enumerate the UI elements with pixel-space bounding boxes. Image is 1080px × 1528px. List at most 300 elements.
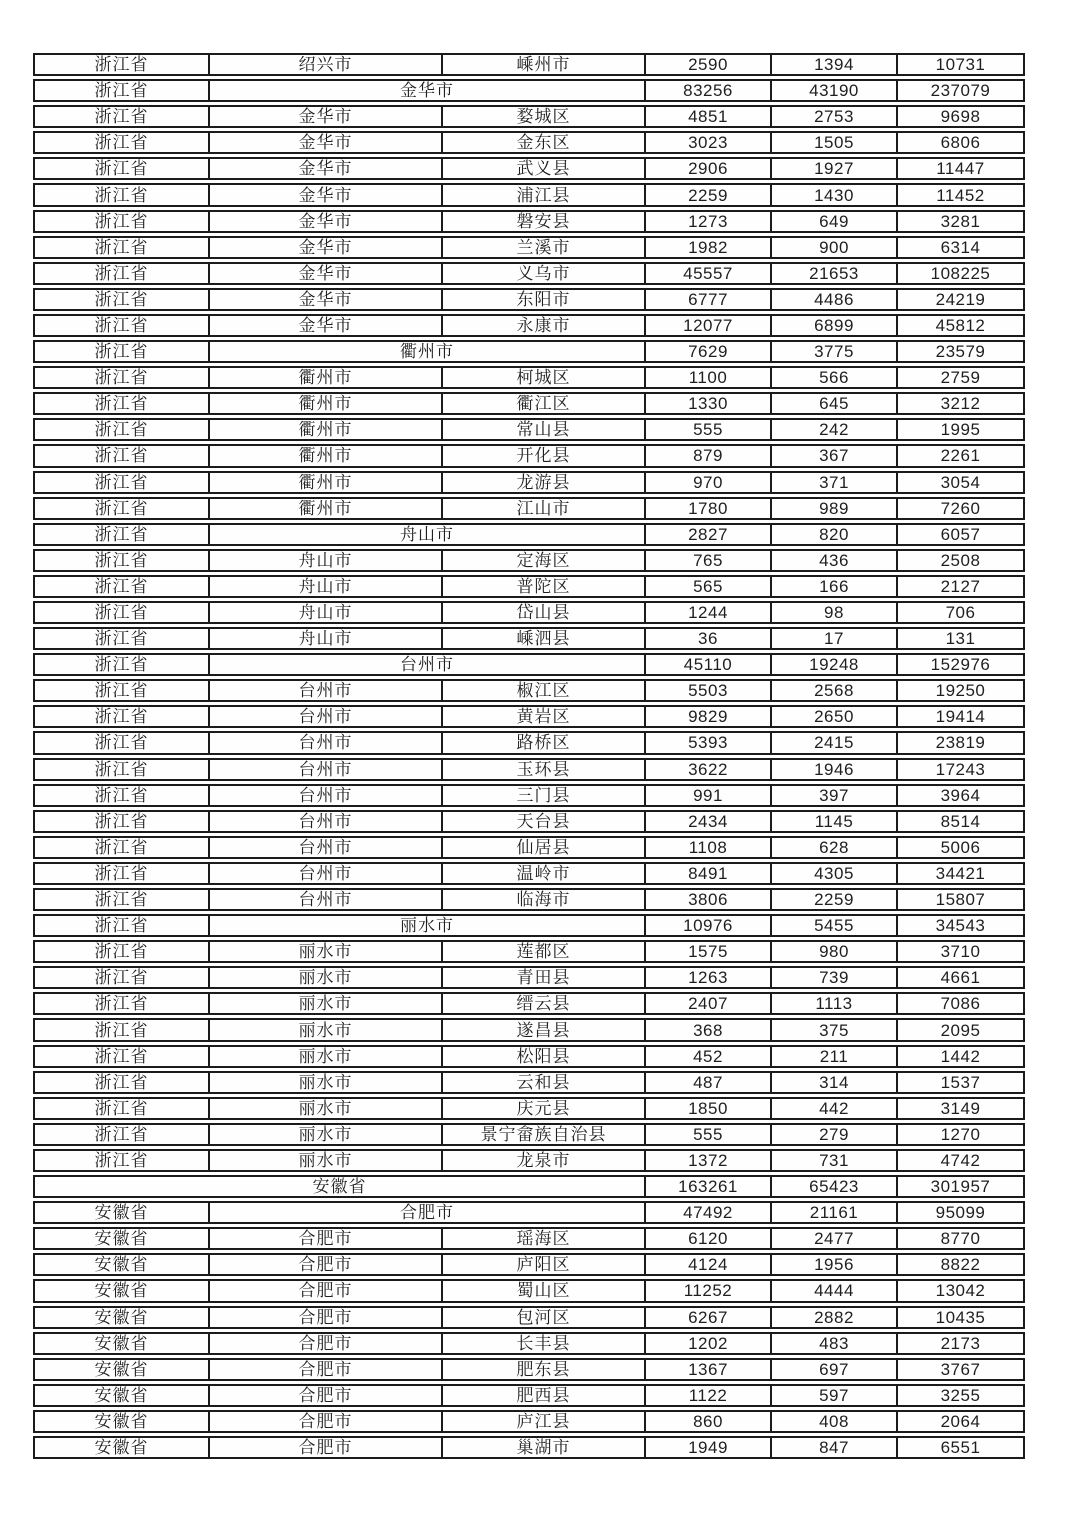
value3-cell: 3767	[896, 1360, 1023, 1379]
value3-cell: 8822	[896, 1255, 1023, 1274]
value2-cell: 1430	[770, 185, 896, 204]
province-cell: 浙江省	[94, 446, 149, 466]
value2-cell: 279	[770, 1125, 896, 1144]
district-cell: 庐阳区	[441, 1255, 644, 1274]
city-cell: 丽水市	[208, 1151, 441, 1170]
value1-cell: 83256	[644, 81, 770, 100]
value1-cell: 1330	[644, 394, 770, 413]
value1-cell: 5503	[644, 681, 770, 700]
city-total-cell: 合肥市	[208, 1203, 644, 1222]
value3-cell: 15807	[896, 890, 1023, 909]
district-cell: 东阳市	[441, 290, 644, 309]
city-cell: 舟山市	[208, 629, 441, 648]
value3-cell: 1995	[896, 420, 1023, 439]
city-total-cell: 金华市	[208, 81, 644, 100]
city-cell: 丽水市	[208, 1047, 441, 1066]
table-row	[33, 914, 1025, 937]
district-cell: 景宁畲族自治县	[441, 1125, 644, 1144]
province-cell: 浙江省	[94, 237, 149, 257]
value2-cell: 2259	[770, 890, 896, 909]
value1-cell: 47492	[644, 1203, 770, 1222]
value2-cell: 211	[770, 1047, 896, 1066]
province-cell: 浙江省	[94, 1150, 149, 1170]
district-cell: 浦江县	[441, 185, 644, 204]
province-cell: 安徽省	[94, 1438, 149, 1458]
value3-cell: 3054	[896, 473, 1023, 492]
value2-cell: 4486	[770, 290, 896, 309]
district-cell: 包河区	[441, 1308, 644, 1327]
value1-cell: 1202	[644, 1334, 770, 1353]
city-cell: 丽水市	[208, 1073, 441, 1092]
value1-cell: 2259	[644, 185, 770, 204]
city-cell: 衢州市	[208, 446, 441, 465]
table-row	[33, 366, 1025, 389]
value3-cell: 1270	[896, 1125, 1023, 1144]
table-row	[33, 444, 1025, 467]
value2-cell: 1946	[770, 760, 896, 779]
value1-cell: 6777	[644, 290, 770, 309]
province-cell: 安徽省	[94, 1333, 149, 1353]
province-cell: 浙江省	[94, 1098, 149, 1118]
value3-cell: 131	[896, 629, 1023, 648]
value3-cell: 3255	[896, 1386, 1023, 1405]
value1-cell: 1575	[644, 942, 770, 961]
district-cell: 遂昌县	[441, 1020, 644, 1039]
province-cell: 浙江省	[94, 107, 149, 127]
value2-cell: 397	[770, 786, 896, 805]
value2-cell: 367	[770, 446, 896, 465]
value2-cell: 371	[770, 473, 896, 492]
city-cell: 合肥市	[208, 1308, 441, 1327]
city-cell: 台州市	[208, 812, 441, 831]
province-cell: 浙江省	[94, 759, 149, 779]
table-row	[33, 862, 1025, 885]
value2-cell: 98	[770, 603, 896, 622]
city-cell: 台州市	[208, 864, 441, 883]
province-cell: 安徽省	[94, 1385, 149, 1405]
value2-cell: 1394	[770, 55, 896, 74]
table-row	[33, 288, 1025, 311]
table-row	[33, 1201, 1025, 1224]
province-cell: 浙江省	[94, 629, 149, 649]
province-cell: 浙江省	[94, 681, 149, 701]
value3-cell: 706	[896, 603, 1023, 622]
table-row	[33, 1018, 1025, 1041]
value2-cell: 483	[770, 1334, 896, 1353]
value3-cell: 23579	[896, 342, 1023, 361]
value2-cell: 989	[770, 499, 896, 518]
value1-cell: 565	[644, 577, 770, 596]
district-cell: 莲都区	[441, 942, 644, 961]
value3-cell: 8770	[896, 1229, 1023, 1248]
district-cell: 黄岩区	[441, 707, 644, 726]
district-cell: 肥西县	[441, 1386, 644, 1405]
district-cell: 永康市	[441, 316, 644, 335]
district-cell: 云和县	[441, 1073, 644, 1092]
city-cell: 丽水市	[208, 994, 441, 1013]
province-cell: 浙江省	[94, 942, 149, 962]
value2-cell: 2753	[770, 107, 896, 126]
value2-cell: 1113	[770, 994, 896, 1013]
table-row	[33, 731, 1025, 754]
district-cell: 磐安县	[441, 212, 644, 231]
province-cell: 浙江省	[94, 81, 149, 101]
value3-cell: 19414	[896, 707, 1023, 726]
value3-cell: 23819	[896, 733, 1023, 752]
city-cell: 衢州市	[208, 368, 441, 387]
value2-cell: 2568	[770, 681, 896, 700]
value3-cell: 1537	[896, 1073, 1023, 1092]
value3-cell: 2064	[896, 1412, 1023, 1431]
value3-cell: 7260	[896, 499, 1023, 518]
province-cell: 浙江省	[94, 1046, 149, 1066]
value3-cell: 2095	[896, 1020, 1023, 1039]
province-cell: 浙江省	[94, 368, 149, 388]
table-row	[33, 183, 1025, 206]
province-cell: 浙江省	[94, 1072, 149, 1092]
city-cell: 台州市	[208, 890, 441, 909]
value3-cell: 11447	[896, 159, 1023, 178]
value3-cell: 2261	[896, 446, 1023, 465]
province-cell: 浙江省	[94, 55, 149, 75]
city-cell: 金华市	[208, 290, 441, 309]
value1-cell: 11252	[644, 1281, 770, 1300]
table-row	[33, 1097, 1025, 1120]
value2-cell: 731	[770, 1151, 896, 1170]
value1-cell: 45557	[644, 264, 770, 283]
district-cell: 常山县	[441, 420, 644, 439]
value2-cell: 2882	[770, 1308, 896, 1327]
table-row	[33, 1071, 1025, 1094]
value1-cell: 4851	[644, 107, 770, 126]
province-cell: 安徽省	[94, 1203, 149, 1223]
district-cell: 温岭市	[441, 864, 644, 883]
value1-cell: 452	[644, 1047, 770, 1066]
province-cell: 浙江省	[94, 342, 149, 362]
district-cell: 龙游县	[441, 473, 644, 492]
district-cell: 柯城区	[441, 368, 644, 387]
value3-cell: 4742	[896, 1151, 1023, 1170]
province-cell: 浙江省	[94, 159, 149, 179]
value1-cell: 163261	[644, 1177, 770, 1196]
table-row	[33, 601, 1025, 624]
district-cell: 江山市	[441, 499, 644, 518]
city-total-cell: 衢州市	[208, 342, 644, 361]
province-total-cell: 安徽省	[312, 1177, 367, 1197]
province-cell: 安徽省	[94, 1411, 149, 1431]
city-cell: 合肥市	[208, 1255, 441, 1274]
value3-cell: 6551	[896, 1438, 1023, 1457]
city-cell: 金华市	[208, 238, 441, 257]
value2-cell: 65423	[770, 1177, 896, 1196]
city-cell: 舟山市	[208, 551, 441, 570]
value1-cell: 6120	[644, 1229, 770, 1248]
table-row	[33, 627, 1025, 650]
value2-cell: 820	[770, 525, 896, 544]
district-cell: 开化县	[441, 446, 644, 465]
value1-cell: 2407	[644, 994, 770, 1013]
table-row	[33, 497, 1025, 520]
value3-cell: 4661	[896, 968, 1023, 987]
city-cell: 台州市	[208, 786, 441, 805]
city-cell: 丽水市	[208, 1125, 441, 1144]
value1-cell: 8491	[644, 864, 770, 883]
value1-cell: 765	[644, 551, 770, 570]
city-cell: 衢州市	[208, 499, 441, 518]
district-cell: 嵊泗县	[441, 629, 644, 648]
table-row	[33, 1253, 1025, 1276]
value2-cell: 17	[770, 629, 896, 648]
district-cell: 蜀山区	[441, 1281, 644, 1300]
city-cell: 合肥市	[208, 1281, 441, 1300]
province-cell: 安徽省	[94, 1359, 149, 1379]
province-cell: 安徽省	[94, 1229, 149, 1249]
table-row	[33, 966, 1025, 989]
city-cell: 合肥市	[208, 1438, 441, 1457]
value1-cell: 10976	[644, 916, 770, 935]
value1-cell: 6267	[644, 1308, 770, 1327]
value3-cell: 2759	[896, 368, 1023, 387]
value1-cell: 1108	[644, 838, 770, 857]
table-row	[33, 53, 1025, 76]
district-cell: 玉环县	[441, 760, 644, 779]
value2-cell: 19248	[770, 655, 896, 674]
table-row	[33, 1436, 1025, 1459]
value3-cell: 3710	[896, 942, 1023, 961]
district-cell: 临海市	[441, 890, 644, 909]
value3-cell: 6057	[896, 525, 1023, 544]
province-cell: 安徽省	[94, 1255, 149, 1275]
province-cell: 浙江省	[94, 550, 149, 570]
province-cell: 浙江省	[94, 263, 149, 283]
city-cell: 合肥市	[208, 1229, 441, 1248]
value2-cell: 442	[770, 1099, 896, 1118]
value3-cell: 9698	[896, 107, 1023, 126]
province-cell: 浙江省	[94, 707, 149, 727]
district-cell: 缙云县	[441, 994, 644, 1013]
table-row	[33, 1332, 1025, 1355]
value2-cell: 980	[770, 942, 896, 961]
value2-cell: 242	[770, 420, 896, 439]
province-cell: 浙江省	[94, 916, 149, 936]
district-cell: 肥东县	[441, 1360, 644, 1379]
value3-cell: 2508	[896, 551, 1023, 570]
value1-cell: 1372	[644, 1151, 770, 1170]
province-cell: 浙江省	[94, 968, 149, 988]
value3-cell: 7086	[896, 994, 1023, 1013]
value3-cell: 6806	[896, 133, 1023, 152]
province-cell: 浙江省	[94, 733, 149, 753]
city-cell: 衢州市	[208, 420, 441, 439]
value1-cell: 9829	[644, 707, 770, 726]
value2-cell: 6899	[770, 316, 896, 335]
province-cell: 浙江省	[94, 655, 149, 675]
value3-cell: 2127	[896, 577, 1023, 596]
value1-cell: 991	[644, 786, 770, 805]
province-cell: 浙江省	[94, 811, 149, 831]
value1-cell: 2590	[644, 55, 770, 74]
city-cell: 合肥市	[208, 1386, 441, 1405]
value1-cell: 4124	[644, 1255, 770, 1274]
table-row	[33, 131, 1025, 154]
district-cell: 椒江区	[441, 681, 644, 700]
district-cell: 青田县	[441, 968, 644, 987]
city-total-cell: 台州市	[208, 655, 644, 674]
table-row	[33, 1384, 1025, 1407]
district-cell: 金东区	[441, 133, 644, 152]
city-cell: 衢州市	[208, 473, 441, 492]
value2-cell: 166	[770, 577, 896, 596]
value2-cell: 697	[770, 1360, 896, 1379]
value2-cell: 649	[770, 212, 896, 231]
table-row	[33, 758, 1025, 781]
value2-cell: 4305	[770, 864, 896, 883]
value2-cell: 1927	[770, 159, 896, 178]
city-cell: 合肥市	[208, 1360, 441, 1379]
value2-cell: 628	[770, 838, 896, 857]
table-row	[33, 1358, 1025, 1381]
value3-cell: 108225	[896, 264, 1023, 283]
value1-cell: 1949	[644, 1438, 770, 1457]
table-row	[33, 679, 1025, 702]
city-cell: 合肥市	[208, 1412, 441, 1431]
table-row	[33, 940, 1025, 963]
district-cell: 岱山县	[441, 603, 644, 622]
table-row	[33, 471, 1025, 494]
district-cell: 龙泉市	[441, 1151, 644, 1170]
province-cell: 浙江省	[94, 211, 149, 231]
province-cell: 浙江省	[94, 785, 149, 805]
city-cell: 金华市	[208, 159, 441, 178]
city-cell: 丽水市	[208, 968, 441, 987]
value2-cell: 4444	[770, 1281, 896, 1300]
table-row	[33, 653, 1025, 676]
district-cell: 三门县	[441, 786, 644, 805]
city-cell: 台州市	[208, 681, 441, 700]
value2-cell: 2650	[770, 707, 896, 726]
city-cell: 丽水市	[208, 1020, 441, 1039]
city-total-cell: 舟山市	[208, 525, 644, 544]
value1-cell: 555	[644, 1125, 770, 1144]
value1-cell: 1273	[644, 212, 770, 231]
table-row	[33, 1123, 1025, 1146]
district-cell: 普陀区	[441, 577, 644, 596]
value2-cell: 645	[770, 394, 896, 413]
value2-cell: 2477	[770, 1229, 896, 1248]
table-row	[33, 1306, 1025, 1329]
value2-cell: 847	[770, 1438, 896, 1457]
value3-cell: 2173	[896, 1334, 1023, 1353]
table-row	[33, 784, 1025, 807]
value3-cell: 10731	[896, 55, 1023, 74]
table-row	[33, 105, 1025, 128]
province-cell: 浙江省	[94, 289, 149, 309]
value2-cell: 3775	[770, 342, 896, 361]
table-row	[33, 236, 1025, 259]
value1-cell: 1263	[644, 968, 770, 987]
city-total-cell: 丽水市	[208, 916, 644, 935]
table-row	[33, 1045, 1025, 1068]
district-cell: 兰溪市	[441, 238, 644, 257]
table-row	[33, 1149, 1025, 1172]
value1-cell: 36	[644, 629, 770, 648]
province-cell: 浙江省	[94, 1124, 149, 1144]
table-row	[33, 575, 1025, 598]
value3-cell: 3281	[896, 212, 1023, 231]
city-cell: 舟山市	[208, 577, 441, 596]
province-cell: 浙江省	[94, 603, 149, 623]
city-cell: 台州市	[208, 707, 441, 726]
city-cell: 金华市	[208, 316, 441, 335]
city-cell: 金华市	[208, 185, 441, 204]
table-row	[33, 523, 1025, 546]
city-cell: 台州市	[208, 838, 441, 857]
value1-cell: 860	[644, 1412, 770, 1431]
value1-cell: 1122	[644, 1386, 770, 1405]
value1-cell: 3806	[644, 890, 770, 909]
table-row	[33, 705, 1025, 728]
value3-cell: 301957	[896, 1177, 1023, 1196]
value2-cell: 2415	[770, 733, 896, 752]
district-cell: 武义县	[441, 159, 644, 178]
city-cell: 金华市	[208, 107, 441, 126]
province-cell: 浙江省	[94, 498, 149, 518]
value1-cell: 2434	[644, 812, 770, 831]
value2-cell: 21161	[770, 1203, 896, 1222]
province-cell: 浙江省	[94, 576, 149, 596]
value1-cell: 45110	[644, 655, 770, 674]
table-row	[33, 340, 1025, 363]
table-row	[33, 314, 1025, 337]
table-row	[33, 992, 1025, 1015]
table-row	[33, 418, 1025, 441]
district-cell: 松阳县	[441, 1047, 644, 1066]
table-row	[33, 836, 1025, 859]
district-cell: 嵊州市	[441, 55, 644, 74]
district-cell: 巢湖市	[441, 1438, 644, 1457]
value2-cell: 1956	[770, 1255, 896, 1274]
value3-cell: 3149	[896, 1099, 1023, 1118]
statistics-table	[33, 53, 1025, 1462]
value3-cell: 8514	[896, 812, 1023, 831]
value3-cell: 3212	[896, 394, 1023, 413]
value1-cell: 970	[644, 473, 770, 492]
district-cell: 婺城区	[441, 107, 644, 126]
value1-cell: 7629	[644, 342, 770, 361]
table-row	[33, 157, 1025, 180]
city-cell: 金华市	[208, 133, 441, 152]
value3-cell: 11452	[896, 185, 1023, 204]
table-row	[33, 210, 1025, 233]
value1-cell: 555	[644, 420, 770, 439]
district-cell: 定海区	[441, 551, 644, 570]
value1-cell: 487	[644, 1073, 770, 1092]
district-cell: 路桥区	[441, 733, 644, 752]
district-cell: 庐江县	[441, 1412, 644, 1431]
value3-cell: 237079	[896, 81, 1023, 100]
district-cell: 义乌市	[441, 264, 644, 283]
province-cell: 浙江省	[94, 994, 149, 1014]
value3-cell: 17243	[896, 760, 1023, 779]
city-cell: 金华市	[208, 264, 441, 283]
table-row	[33, 810, 1025, 833]
city-cell: 金华市	[208, 212, 441, 231]
province-cell: 浙江省	[94, 524, 149, 544]
province-cell: 浙江省	[94, 472, 149, 492]
value2-cell: 597	[770, 1386, 896, 1405]
province-cell: 浙江省	[94, 1020, 149, 1040]
table-row	[33, 1175, 1025, 1198]
